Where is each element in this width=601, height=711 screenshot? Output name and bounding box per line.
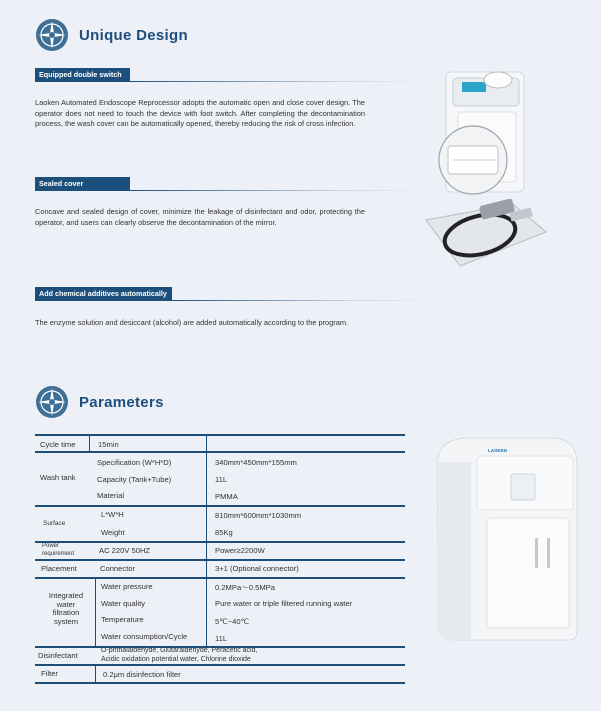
unique-design-title: Unique Design	[79, 26, 188, 44]
feature-tag-sealed-cover: Sealed cover	[35, 177, 130, 191]
feature-text-chemical-additives: The enzyme solution and desiccant (alcohol) are added automatically according to the program.	[35, 318, 349, 327]
water-pressure-value: 0.2MPa～0.5MPa	[215, 583, 275, 592]
row-disinfectant-category: Disinfectant	[38, 651, 78, 660]
placement-value: 3+1 (Optional connector)	[215, 564, 299, 573]
parameters-header	[35, 385, 164, 419]
feature-tag-chemical-additives: Add chemical additives automatically	[35, 287, 172, 301]
compass-emblem-icon	[35, 18, 69, 52]
wash-tank-spec-value: 340mm*450mm*155mm	[215, 458, 297, 467]
disinfectant-line1: O-phthalaldehyde, Glutaraldehyde, Peracetic acid,	[101, 647, 258, 654]
row-integrated-category	[39, 592, 93, 626]
feature-tag-double-switch: Equipped double switch	[35, 68, 130, 82]
water-quality-label: Water quality	[101, 599, 146, 608]
row-power-category	[42, 543, 74, 558]
tag-divider	[172, 300, 432, 301]
unique-design-header	[35, 18, 188, 52]
tag-divider	[130, 81, 430, 82]
temperature-value: 5℃~40℃	[215, 617, 250, 626]
wash-tank-capacity-value: 11L	[215, 475, 228, 484]
water-pressure-label: Water pressure	[101, 582, 153, 591]
device-cover-photo	[428, 60, 533, 195]
row-cycle-time-category: Cycle time	[40, 440, 76, 449]
power-category-line1: Power	[42, 543, 60, 549]
integrated-category-line3: filtration	[52, 608, 80, 617]
water-quality-value: Pure water or triple filtered running water	[215, 599, 353, 608]
surface-weight-label: Weight	[101, 528, 125, 537]
integrated-category-line1: Integrated	[48, 591, 84, 600]
integrated-category-line2: water	[56, 599, 76, 609]
surface-weight-value: 85Kg	[215, 528, 233, 537]
brand-label: LAOKEN	[488, 448, 507, 453]
row-wash-tank-category: Wash tank	[40, 473, 76, 482]
wash-tank-material-label: Material	[97, 491, 125, 500]
placement-label: Connector	[100, 564, 136, 573]
water-consumption-value: 11L	[215, 634, 228, 643]
sealed-cover-photo	[418, 190, 553, 275]
wash-tank-spec-label: Specification (W*H*D)	[97, 458, 172, 467]
wash-tank-material-value: PMMA	[215, 492, 238, 501]
parameters-title: Parameters	[79, 393, 164, 411]
row-surface-category: Surface	[43, 520, 66, 527]
temperature-label: Temperature	[101, 615, 144, 624]
tag-divider	[130, 190, 430, 191]
row-filter-category: Filter	[41, 669, 58, 678]
power-category-line2: requirement	[42, 550, 75, 557]
device-front-photo	[425, 432, 590, 647]
compass-emblem-icon	[35, 385, 69, 419]
row-cycle-time-value: 15min	[98, 440, 119, 449]
surface-dimensions-value: 810mm*600mm*1030mm	[215, 511, 302, 520]
feature-text-sealed-cover: Concave and sealed design of cover, minimize the leakage of disinfectant and odor, protecting the operator, and users can clearly observe the decontamination of the mirror.	[35, 207, 365, 227]
integrated-category-line4: system	[53, 616, 79, 626]
feature-text-double-switch: Laoken Automated Endoscope Reprocessor adopts the automatic open and close cover design. The operator does not need to touch the device with foot switch. After completing the decontamination process, the wash cover can be automatically opened, thereby reducing the risk of cross infection.	[35, 98, 365, 129]
power-value: Power≥2200W	[215, 546, 265, 555]
filter-value: 0.2μm disinfection filter	[103, 670, 181, 679]
disinfectant-value	[101, 646, 257, 664]
water-consumption-label: Water consumption/Cycle	[101, 632, 188, 641]
power-voltage: AC 220V 50HZ	[99, 546, 151, 555]
wash-tank-capacity-label: Capacity (Tank+Tube)	[97, 475, 172, 484]
disinfectant-line2: Acidic oxidation potential water, Chlorine dioxide	[101, 656, 251, 663]
row-placement-category: Placement	[41, 564, 77, 573]
surface-dimensions-label: L*W*H	[101, 510, 124, 519]
